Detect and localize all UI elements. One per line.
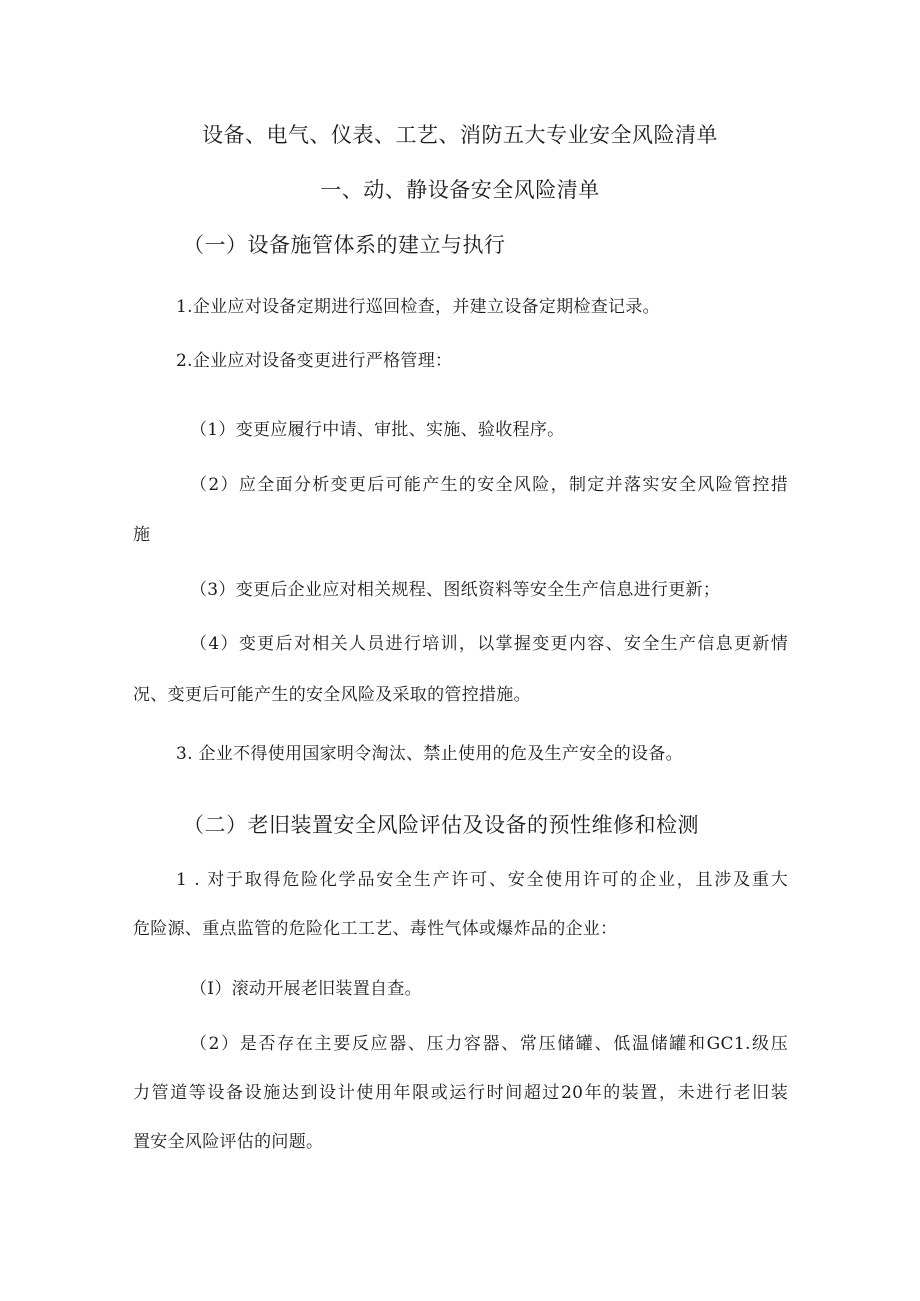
part1-sub4-line2: 况、变更后可能产生的安全风险及采取的管控措施。 — [133, 685, 531, 705]
part1-heading: （一）设备施管体系的建立与执行 — [183, 233, 506, 257]
part1-sub4-line1: （4）变更后对相关人员进行培训，以掌握变更内容、安全生产信息更新情 — [190, 634, 788, 654]
part2-sub2-line1: （2）是否存在主要反应器、压力容器、常压储罐、低温储罐和GC1.级压 — [190, 1034, 788, 1054]
part1-item1: 1.企业应对设备定期进行巡回检查，并建立设备定期检查记录。 — [176, 297, 660, 317]
part1-item3: 3. 企业不得使用国家明令淘汰、禁止使用的危及生产安全的设备。 — [176, 744, 683, 764]
part2-item1-line2: 危险源、重点监管的危险化工工艺、毒性气体或爆炸品的企业： — [133, 919, 618, 939]
part1-item2: 2.企业应对设备变更进行严格管理： — [176, 351, 453, 371]
part2-sub1: （I）滚动开展老旧装置自查。 — [190, 979, 422, 999]
part2-item1-line1: 1 . 对于取得危险化学品安全生产许可、安全使用许可的企业，且涉及重大 — [176, 870, 788, 890]
part2-sub2-line2: 力管道等设备设施达到设计使用年限或运行时间超过20年的装置，未进行老旧装 — [133, 1083, 788, 1103]
main-title: 设备、电气、仪表、工艺、消防五大专业安全风险清单 — [202, 123, 718, 147]
part2-heading: （二）老旧装置安全风险评估及设备的预性维修和检测 — [183, 813, 699, 837]
section-title: 一、动、静设备安全风险清单 — [320, 178, 600, 202]
part1-sub2-line1: （2）应全面分析变更后可能产生的安全风险，制定并落实安全风险管控措 — [190, 475, 788, 495]
part1-sub3: （3）变更后企业应对相关规程、图纸资料等安全生产信息进行更新； — [190, 580, 721, 600]
part1-sub2-line2: 施 — [133, 525, 151, 545]
part2-sub2-line3: 置安全风险评估的问题。 — [133, 1132, 324, 1152]
part1-sub1: （1）变更应履行中请、审批、实施、验收程序。 — [190, 420, 565, 440]
